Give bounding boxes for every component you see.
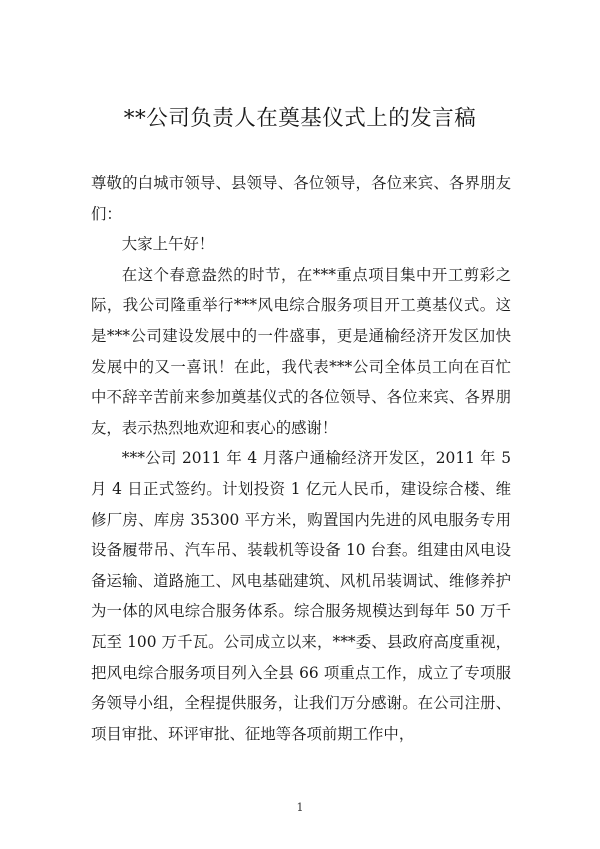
document-body — [91, 168, 511, 749]
page-number: 1 — [296, 801, 304, 814]
paragraph-2: ***公司 2011 年 4 月落户通榆经济开发区，2011 年 5 月 4 日正式签约。计划投资 1 亿元人民币，建设综合楼、维修厂房、库房 35300 平方米，购置国内先进的风电服务专用设备履带吊、汽车吊、装载机等设备 10 台套。组建由风电设备运输、道路施工、风电基础建筑、风机吊装调试、维修养护为一体的风电综合服务体系。综合服务规模达到每年 50 万千瓦至 100 万千瓦。公司成立以来，***委、县政府高度重视，把风电综合服务项目列入全县 66 项重点工作，成立了专项服务领导小组，全程提供服务，让我们万分感谢。在公司注册、项目审批、环评审批、征地等各项前期工作中， — [91, 449, 511, 743]
paragraph-1: 在这个春意盎然的时节，在***重点项目集中开工剪彩之际，我公司隆重举行***风电综合服务项目开工奠基仪式。这是***公司建设发展中的一件盛事，更是通榆经济开发区加快发展中的又一喜讯！在此，我代表***公司全体员工向在百忙中不辞辛苦前来参加奠基仪式的各位领导、各位来宾、各界朋友，表示热烈地欢迎和衷心的感谢！ — [91, 265, 511, 437]
salutation: 尊敬的白城市领导、县领导、各位领导，各位来宾、各界朋友们： — [91, 174, 511, 223]
greeting: 大家上午好！ — [121, 235, 215, 254]
document-title: **公司负责人在奠基仪式上的发言稿 — [123, 106, 477, 131]
